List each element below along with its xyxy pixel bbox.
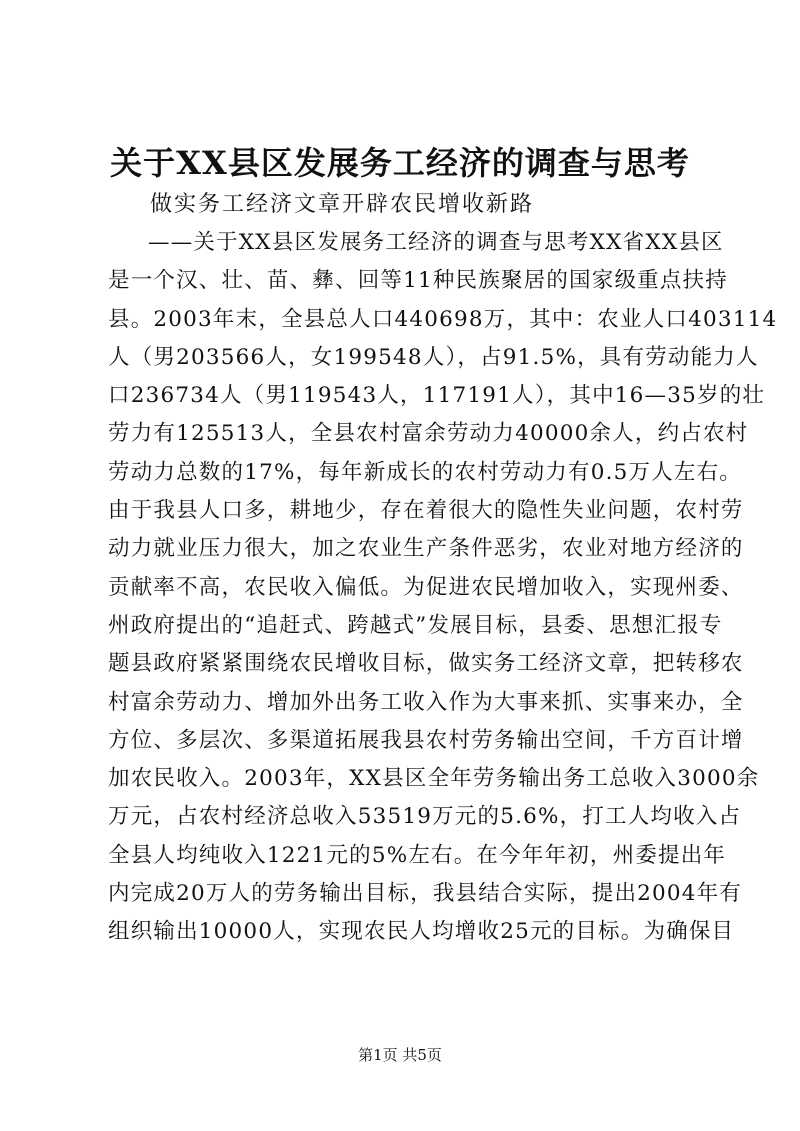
body-line: 加农民收入。2003年，XX县区全年劳务输出务工总收入3000余 [108, 766, 760, 792]
body-line: 劳动力总数的17%，每年新成长的农村劳动力有0.5万人左右。 [108, 459, 742, 485]
document-title: 关于XX县区发展务工经济的调查与思考 [110, 144, 690, 182]
body-line: 贡献率不高，农民收入偏低。为促进农民增加收入，实现州委、 [108, 574, 744, 600]
body-line: 内完成20万人的劳务输出目标，我县结合实际，提出2004年有 [108, 881, 743, 907]
body-line: 方位、多层次、多渠道拓展我县农村劳务输出空间，千方百计增 [108, 727, 744, 753]
body-line: 口236734人（男119543人，117191人），其中16—35岁的壮 [108, 383, 766, 409]
body-line: 万元，占农村经济总收入53519万元的5.6%，打工人均收入占 [108, 804, 742, 830]
body-line: 村富余劳动力、增加外出务工收入作为大事来抓、实事来办，全 [108, 689, 744, 715]
body-line: 是一个汉、壮、苗、彝、回等11种民族聚居的国家级重点扶持 [108, 268, 728, 294]
body-line: 人（男203566人，女199548人），占91.5%，具有劳动能力人 [108, 344, 759, 370]
body-line: ——关于XX县区发展务工经济的调查与思考XX省XX县区 [148, 230, 724, 255]
document-subtitle: 做实务工经济文章开辟农民增收新路 [150, 192, 535, 217]
body-line: 全县人均纯收入1221元的5%左右。在今年年初，州委提出年 [108, 842, 727, 868]
document-body [108, 224, 778, 952]
body-line: 题县政府紧紧围绕农民增收目标，做实务工经济文章，把转移农 [108, 651, 744, 677]
body-line: 组织输出10000人，实现农民人均增收25元的目标。为确保目 [108, 919, 735, 945]
body-line: 劳力有125513人，全县农村富余劳动力40000余人，约占农村 [108, 421, 749, 447]
body-line: 县。2003年末，全县总人口440698万，其中：农业人口403114 [108, 306, 778, 332]
page-number-footer: 第1页 共5页 [358, 1046, 442, 1064]
body-line: 州政府提出的“追赶式、跨越式”发展目标，县委、思想汇报专 [108, 612, 723, 638]
body-line: 动力就业压力很大，加之农业生产条件恶劣，农业对地方经济的 [108, 536, 744, 562]
body-line: 由于我县人口多，耕地少，存在着很大的隐性失业问题，农村劳 [108, 498, 744, 524]
